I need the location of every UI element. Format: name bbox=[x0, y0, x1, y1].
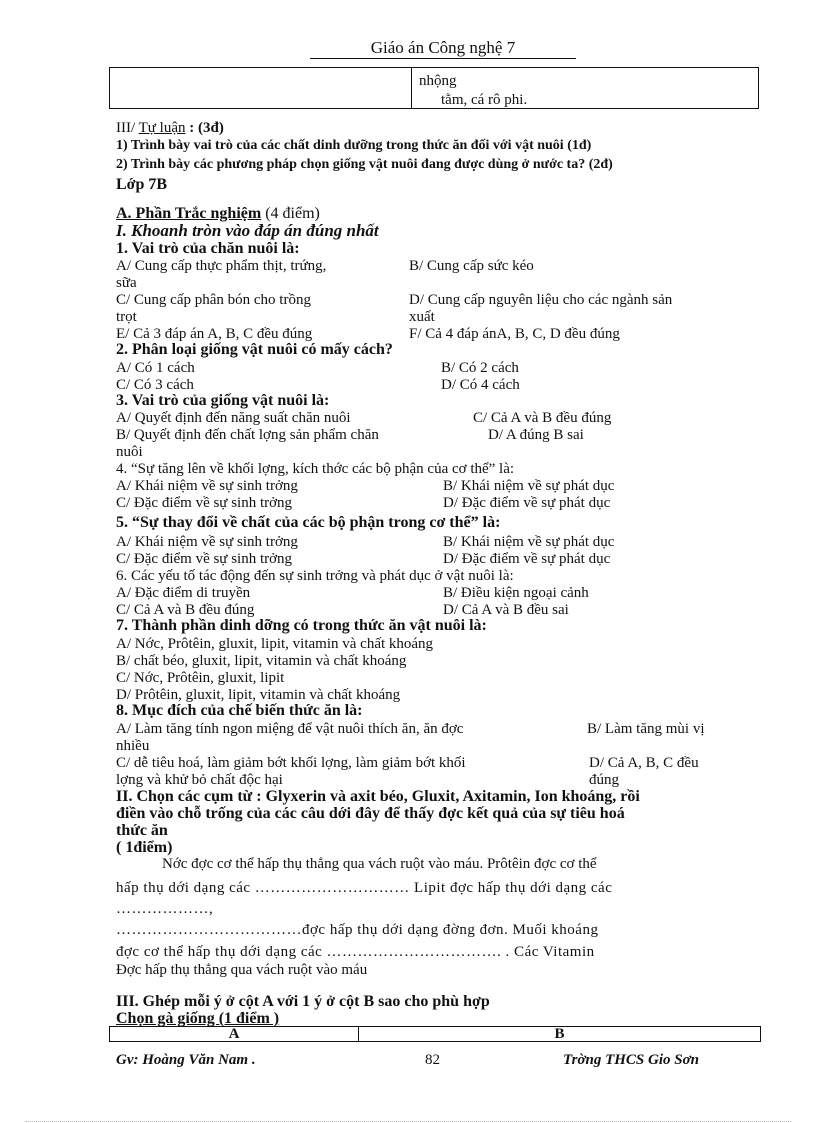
q8-option-d-cont: đúng bbox=[589, 772, 619, 788]
q6-option-d: D/ Cả A và B đều sai bbox=[443, 602, 569, 618]
q4-title: 4. “Sự tăng lên về khối lợng, kích thớc các bộ phận của cơ thể” là: bbox=[116, 461, 515, 477]
q8-option-a-cont: nhiều bbox=[116, 738, 150, 754]
q1-option-a: A/ Cung cấp thực phẩm thịt, trứng, bbox=[116, 258, 327, 274]
q8-option-c-cont: lợng và khử bỏ chất độc hại bbox=[116, 772, 283, 788]
footer-page-number: 82 bbox=[425, 1052, 440, 1068]
q3-option-c: C/ Cả A và B đều đúng bbox=[473, 410, 612, 426]
section-ii-paragraph-2: hấp thụ dới dạng các ………………………… Lipit đợc hấp thụ dới dạng các bbox=[116, 880, 613, 896]
q5-title: 5. “Sự thay đổi về chất của các bộ phận trong cơ thể” là: bbox=[116, 514, 501, 531]
section-ii-paragraph-4: ………………………………đợc hấp thụ dới dạng đờng đơn. Muối khoáng bbox=[116, 922, 599, 938]
matching-table bbox=[109, 1026, 761, 1042]
section-ii-line1: II. Chọn các cụm từ : Glyxerin và axit béo, Gluxit, Axitamin, Ion khoáng, rồi bbox=[116, 788, 640, 805]
q2-option-c: C/ Có 3 cách bbox=[116, 377, 194, 393]
essay-points: : (3đ) bbox=[185, 120, 224, 136]
q4-option-b: B/ Khái niệm về sự phát dục bbox=[443, 478, 615, 494]
q1-option-b: B/ Cung cấp sức kéo bbox=[409, 258, 534, 274]
q2-option-b: B/ Có 2 cách bbox=[441, 360, 519, 376]
q1-option-d-cont: xuất bbox=[409, 309, 435, 325]
section-a-heading bbox=[116, 207, 320, 221]
matching-column-a: A bbox=[228, 1026, 240, 1042]
essay-question-2: 2) Trình bày các phương pháp chọn giống vật nuôi đang được dùng ở nước ta? (2đ) bbox=[116, 157, 613, 172]
section-ii-line2: điền vào chỗ trống của các câu dới đây để thấy đợc kết quả của sự tiêu hoá bbox=[116, 805, 625, 822]
q2-option-d: D/ Có 4 cách bbox=[441, 377, 520, 393]
table-column-divider bbox=[411, 68, 412, 108]
section-iii-subtitle: Chọn gà giống (1 điểm ) bbox=[116, 1010, 280, 1027]
q3-title: 3. Vai trò của giống vật nuôi là: bbox=[116, 392, 330, 409]
section-ii-paragraph-1: Nớc đợc cơ thể hấp thụ thẳng qua vách ruột vào máu. Prôtêin đợc cơ thể bbox=[162, 856, 597, 872]
q6-option-a: A/ Đặc điểm di truyền bbox=[116, 585, 251, 601]
page-header-title: Giáo án Công nghệ 7 bbox=[370, 38, 516, 57]
section-ii-paragraph-3: ………………, bbox=[116, 901, 214, 917]
q1-option-e: E/ Cả 3 đáp án A, B, C đều đúng bbox=[116, 326, 313, 342]
q1-option-f: F/ Cả 4 đáp ánA, B, C, D đều đúng bbox=[409, 326, 620, 342]
top-table bbox=[109, 67, 759, 109]
section-ii-line3: thức ăn bbox=[116, 822, 168, 839]
q3-option-b: B/ Quyết định đến chất lợng sản phẩm chăn bbox=[116, 427, 379, 443]
q7-title: 7. Thành phần dinh dỡng có trong thức ăn vật nuôi là: bbox=[116, 617, 487, 634]
q7-option-c: C/ Nớc, Prôtêin, gluxit, lipit bbox=[116, 670, 285, 686]
q4-option-a: A/ Khái niệm về sự sinh trởng bbox=[116, 478, 298, 494]
q6-option-c: C/ Cả A và B đều đúng bbox=[116, 602, 255, 618]
section-ii-points: ( 1điểm) bbox=[116, 839, 173, 856]
q4-option-d: D/ Đặc điểm về sự phát dục bbox=[443, 495, 611, 511]
header-underline bbox=[310, 58, 576, 59]
table-cell-line1: nhộng bbox=[419, 73, 457, 89]
footer-school: Trờng THCS Gio Sơn bbox=[563, 1052, 699, 1068]
page-bottom-border bbox=[25, 1121, 791, 1122]
q5-option-c: C/ Đặc điểm về sự sinh trởng bbox=[116, 551, 293, 567]
q2-title: 2. Phân loại giống vật nuôi có mấy cách? bbox=[116, 341, 393, 358]
footer-teacher: Gv: Hoàng Văn Nam . bbox=[116, 1052, 256, 1068]
section-i-heading: I. Khoanh tròn vào đáp án đúng nhất bbox=[116, 221, 379, 240]
q1-option-c: C/ Cung cấp phân bón cho trồng bbox=[116, 292, 311, 308]
essay-prefix: III/ bbox=[116, 120, 139, 136]
table-cell-line2: tằm, cá rô phi. bbox=[441, 92, 528, 108]
essay-label: Tự luận bbox=[138, 120, 186, 136]
section-ii-paragraph-5: đợc cơ thể hấp thụ dới dạng các ……………………………. . Các Vitamin bbox=[116, 944, 595, 960]
q8-title: 8. Mục đích của chế biến thức ăn là: bbox=[116, 702, 363, 719]
essay-heading bbox=[116, 121, 224, 135]
q1-option-a-cont: sữa bbox=[116, 275, 137, 291]
section-a-title: A. Phần Trắc nghiệm bbox=[116, 205, 262, 222]
q5-option-a: A/ Khái niệm về sự sinh trởng bbox=[116, 534, 298, 550]
q5-option-d: D/ Đặc điểm về sự phát dục bbox=[443, 551, 611, 567]
q6-title: 6. Các yếu tố tác động đến sự sinh trởng và phát dục ở vật nuôi là: bbox=[116, 568, 514, 584]
q7-option-d: D/ Prôtêin, gluxit, lipit, vitamin và chất khoáng bbox=[116, 687, 401, 703]
q4-option-c: C/ Đặc điểm về sự sinh trởng bbox=[116, 495, 293, 511]
q7-option-a: A/ Nớc, Prôtêin, gluxit, lipit, vitamin và chất khoáng bbox=[116, 636, 434, 652]
matching-column-b: B bbox=[554, 1026, 565, 1042]
q1-option-c-cont: trọt bbox=[116, 309, 137, 325]
q3-option-a: A/ Quyết định đến năng suất chăn nuôi bbox=[116, 410, 351, 426]
q6-option-b: B/ Điều kiện ngoại cảnh bbox=[443, 585, 589, 601]
q1-option-d: D/ Cung cấp nguyên liệu cho các ngành sản bbox=[409, 292, 673, 308]
q8-option-b: B/ Làm tăng mùi vị bbox=[587, 721, 705, 737]
section-a-points: (4 điểm) bbox=[261, 205, 320, 222]
section-iii-title: III. Ghép mỗi ý ở cột A với 1 ý ở cột B sao cho phù hợp bbox=[116, 993, 490, 1010]
q3-option-b-cont: nuôi bbox=[116, 444, 143, 460]
q3-option-d: D/ A đúng B sai bbox=[488, 427, 584, 443]
q7-option-b: B/ chất béo, gluxit, lipit, vitamin và chất khoáng bbox=[116, 653, 407, 669]
q1-title: 1. Vai trò của chăn nuôi là: bbox=[116, 240, 300, 257]
section-ii-paragraph-6: Đợc hấp thụ thẳng qua vách ruột vào máu bbox=[116, 962, 368, 978]
class-title: Lớp 7B bbox=[116, 176, 168, 193]
q8-option-c: C/ dễ tiêu hoá, làm giảm bớt khối lợng, làm giảm bớt khối bbox=[116, 755, 466, 771]
essay-question-1: 1) Trình bày vai trò của các chất dinh dưỡng trong thức ăn đối với vật nuôi (1đ) bbox=[116, 138, 592, 153]
q8-option-a: A/ Làm tăng tính ngon miệng để vật nuôi thích ăn, ăn đợc bbox=[116, 721, 464, 737]
q2-option-a: A/ Có 1 cách bbox=[116, 360, 195, 376]
q8-option-d: D/ Cả A, B, C đều bbox=[589, 755, 699, 771]
q5-option-b: B/ Khái niệm về sự phát dục bbox=[443, 534, 615, 550]
